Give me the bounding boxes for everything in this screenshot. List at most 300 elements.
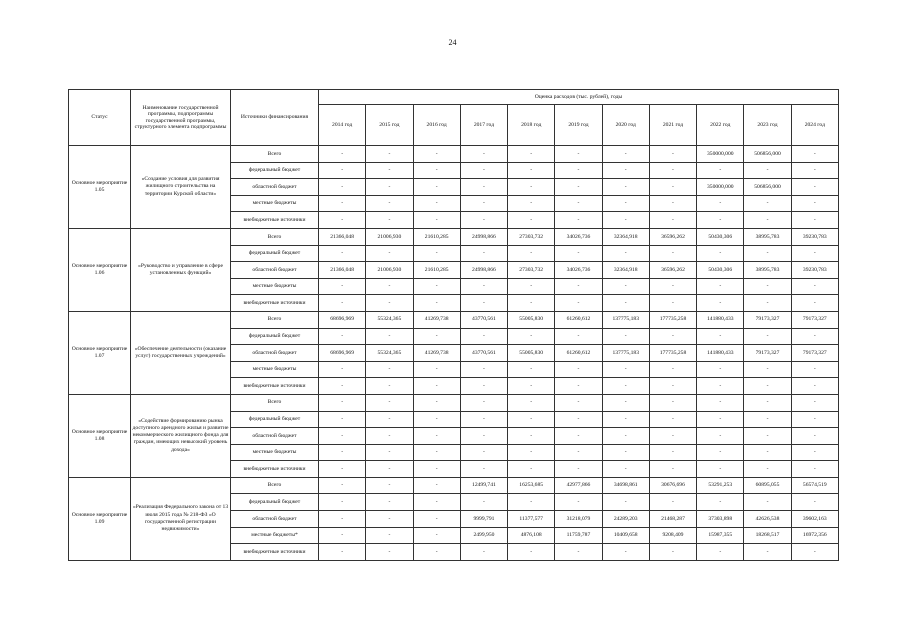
amount-cell: 21366,048 xyxy=(319,228,366,245)
amount-cell: - xyxy=(319,394,366,411)
amount-cell: - xyxy=(319,179,366,196)
amount-cell: - xyxy=(649,179,696,196)
amount-cell: - xyxy=(555,428,602,445)
amount-cell: - xyxy=(319,444,366,461)
amount-cell: 350000,000 xyxy=(697,179,744,196)
header-year: 2022 год xyxy=(697,105,744,146)
amount-cell: 350000,000 xyxy=(697,146,744,163)
amount-cell: 38995,783 xyxy=(744,262,791,279)
amount-cell: - xyxy=(744,328,791,345)
amount-cell: - xyxy=(366,162,413,179)
measure-name-cell: «Содействие формированию рынка доступного арендного жилья и развитие некоммерческого жилищного фонда для граждан, имеющих невысокий уровень дохода» xyxy=(131,394,231,477)
amount-cell: - xyxy=(697,461,744,478)
amount-cell: - xyxy=(744,278,791,295)
amount-cell: - xyxy=(508,444,555,461)
amount-cell: - xyxy=(366,212,413,229)
amount-cell: - xyxy=(791,328,838,345)
funding-source-cell: федеральный бюджет xyxy=(231,245,319,262)
amount-cell: - xyxy=(319,278,366,295)
status-cell: Основное мероприятие 1.09 xyxy=(69,477,131,560)
amount-cell: 32364,918 xyxy=(602,228,649,245)
amount-cell: 141880,433 xyxy=(697,311,744,328)
amount-cell: - xyxy=(555,494,602,511)
amount-cell: - xyxy=(319,328,366,345)
amount-cell: - xyxy=(319,494,366,511)
amount-cell: - xyxy=(460,411,507,428)
header-year: 2014 год xyxy=(319,105,366,146)
amount-cell: - xyxy=(555,444,602,461)
amount-cell: - xyxy=(602,378,649,395)
amount-cell: 21610,285 xyxy=(413,262,460,279)
amount-cell: - xyxy=(366,146,413,163)
amount-cell: - xyxy=(697,494,744,511)
amount-cell: - xyxy=(602,544,649,561)
amount-cell: - xyxy=(791,179,838,196)
amount-cell: - xyxy=(697,162,744,179)
amount-cell: - xyxy=(555,245,602,262)
amount-cell: - xyxy=(460,544,507,561)
amount-cell: 18268,517 xyxy=(744,527,791,544)
amount-cell: - xyxy=(366,179,413,196)
amount-cell: 68696,969 xyxy=(319,311,366,328)
amount-cell: - xyxy=(602,295,649,312)
amount-cell: - xyxy=(555,361,602,378)
funding-source-cell: внебюджетные источники xyxy=(231,378,319,395)
amount-cell: - xyxy=(413,245,460,262)
amount-cell: - xyxy=(602,428,649,445)
amount-cell: - xyxy=(649,461,696,478)
amount-cell: - xyxy=(744,444,791,461)
amount-cell: - xyxy=(319,361,366,378)
amount-cell: - xyxy=(508,195,555,212)
funding-source-cell: федеральный бюджет xyxy=(231,162,319,179)
amount-cell: - xyxy=(697,428,744,445)
amount-cell: - xyxy=(366,477,413,494)
amount-cell: - xyxy=(460,245,507,262)
amount-cell: - xyxy=(697,212,744,229)
amount-cell: 24289,203 xyxy=(602,511,649,528)
amount-cell: - xyxy=(555,146,602,163)
amount-cell: - xyxy=(460,146,507,163)
amount-cell: 21006,930 xyxy=(366,228,413,245)
funding-source-cell: местные бюджеты xyxy=(231,444,319,461)
amount-cell: - xyxy=(319,212,366,229)
amount-cell: - xyxy=(413,394,460,411)
funding-source-cell: областной бюджет xyxy=(231,262,319,279)
amount-cell: - xyxy=(555,162,602,179)
amount-cell: - xyxy=(744,394,791,411)
amount-cell: 39230,783 xyxy=(791,228,838,245)
header-year: 2016 год xyxy=(413,105,460,146)
measure-name-cell: «Создание условия для развития жилищного строительства на территории Курской области» xyxy=(131,146,231,229)
amount-cell: - xyxy=(744,411,791,428)
amount-cell: - xyxy=(555,295,602,312)
amount-cell: - xyxy=(791,195,838,212)
amount-cell: - xyxy=(791,461,838,478)
header-year: 2023 год xyxy=(744,105,791,146)
amount-cell: - xyxy=(508,494,555,511)
amount-cell: - xyxy=(791,444,838,461)
amount-cell: - xyxy=(555,411,602,428)
amount-cell: - xyxy=(366,378,413,395)
amount-cell: - xyxy=(791,411,838,428)
amount-cell: - xyxy=(366,444,413,461)
amount-cell: 39602,163 xyxy=(791,511,838,528)
amount-cell: - xyxy=(744,245,791,262)
status-cell: Основное мероприятие 1.06 xyxy=(69,228,131,311)
table-row xyxy=(69,311,839,328)
amount-cell: - xyxy=(366,278,413,295)
amount-cell: - xyxy=(366,328,413,345)
amount-cell: - xyxy=(319,411,366,428)
amount-cell: - xyxy=(555,378,602,395)
header-year: 2019 год xyxy=(555,105,602,146)
amount-cell: - xyxy=(508,361,555,378)
amount-cell: 16253,685 xyxy=(508,477,555,494)
amount-cell: 21006,930 xyxy=(366,262,413,279)
amount-cell: - xyxy=(319,527,366,544)
funding-source-cell: Всего xyxy=(231,477,319,494)
amount-cell: - xyxy=(460,328,507,345)
amount-cell: - xyxy=(697,328,744,345)
amount-cell: - xyxy=(602,212,649,229)
amount-cell: 55005,830 xyxy=(508,311,555,328)
amount-cell: 42626,538 xyxy=(744,511,791,528)
amount-cell: - xyxy=(460,361,507,378)
amount-cell: - xyxy=(319,245,366,262)
amount-cell: 137775,183 xyxy=(602,311,649,328)
amount-cell: - xyxy=(366,394,413,411)
amount-cell: - xyxy=(366,544,413,561)
amount-cell: - xyxy=(319,428,366,445)
amount-cell: - xyxy=(555,328,602,345)
amount-cell: - xyxy=(413,278,460,295)
amount-cell: 79173,327 xyxy=(791,345,838,362)
amount-cell: - xyxy=(460,295,507,312)
amount-cell: - xyxy=(744,162,791,179)
amount-cell: - xyxy=(649,328,696,345)
amount-cell: 55324,365 xyxy=(366,311,413,328)
amount-cell: 24998,866 xyxy=(460,262,507,279)
funding-source-cell: местные бюджеты xyxy=(231,195,319,212)
funding-source-cell: федеральный бюджет xyxy=(231,328,319,345)
amount-cell: 79173,327 xyxy=(744,311,791,328)
amount-cell: 53291,253 xyxy=(697,477,744,494)
amount-cell: 61260,612 xyxy=(555,311,602,328)
amount-cell: 21610,285 xyxy=(413,228,460,245)
header-year: 2024 год xyxy=(791,105,838,146)
amount-cell: - xyxy=(697,378,744,395)
amount-cell: - xyxy=(508,544,555,561)
header-year: 2021 год xyxy=(649,105,696,146)
amount-cell: - xyxy=(649,361,696,378)
amount-cell: 177735,258 xyxy=(649,345,696,362)
header-year: 2017 год xyxy=(460,105,507,146)
amount-cell: - xyxy=(791,428,838,445)
measure-name-cell: «Обеспечение деятельности (оказание услуг) государственных учреждений» xyxy=(131,311,231,394)
header-source: Источники финансирования xyxy=(231,90,319,146)
amount-cell: - xyxy=(413,361,460,378)
amount-cell: - xyxy=(366,295,413,312)
amount-cell: 34698,861 xyxy=(602,477,649,494)
status-cell: Основное мероприятие 1.07 xyxy=(69,311,131,394)
funding-source-cell: областной бюджет xyxy=(231,428,319,445)
amount-cell: - xyxy=(791,245,838,262)
amount-cell: - xyxy=(555,278,602,295)
amount-cell: - xyxy=(697,394,744,411)
header-estimate: Оценка расходов (тыс. рублей), годы xyxy=(319,90,839,105)
amount-cell: - xyxy=(602,146,649,163)
funding-source-cell: внебюджетные источники xyxy=(231,295,319,312)
amount-cell: - xyxy=(319,378,366,395)
amount-cell: - xyxy=(413,378,460,395)
funding-source-cell: Всего xyxy=(231,228,319,245)
amount-cell: - xyxy=(460,444,507,461)
amount-cell: - xyxy=(697,544,744,561)
amount-cell: - xyxy=(555,461,602,478)
amount-cell: - xyxy=(791,278,838,295)
amount-cell: - xyxy=(744,544,791,561)
amount-cell: - xyxy=(791,162,838,179)
amount-cell: 10409,658 xyxy=(602,527,649,544)
amount-cell: - xyxy=(508,428,555,445)
amount-cell: - xyxy=(744,295,791,312)
amount-cell: 55005,830 xyxy=(508,345,555,362)
amount-cell: - xyxy=(366,411,413,428)
amount-cell: - xyxy=(413,195,460,212)
amount-cell: - xyxy=(508,411,555,428)
header-status: Статус xyxy=(69,90,131,146)
amount-cell: - xyxy=(319,461,366,478)
amount-cell: 12499,741 xyxy=(460,477,507,494)
amount-cell: 11759,787 xyxy=(555,527,602,544)
funding-source-cell: Всего xyxy=(231,311,319,328)
amount-cell: - xyxy=(649,544,696,561)
amount-cell: - xyxy=(413,527,460,544)
amount-cell: - xyxy=(319,295,366,312)
amount-cell: - xyxy=(649,394,696,411)
amount-cell: - xyxy=(508,461,555,478)
amount-cell: - xyxy=(366,511,413,528)
amount-cell: - xyxy=(508,179,555,196)
amount-cell: - xyxy=(791,544,838,561)
funding-source-cell: внебюджетные источники xyxy=(231,544,319,561)
amount-cell: - xyxy=(366,245,413,262)
amount-cell: 39230,783 xyxy=(791,262,838,279)
amount-cell: 31218,079 xyxy=(555,511,602,528)
header-year: 2015 год xyxy=(366,105,413,146)
amount-cell: - xyxy=(697,361,744,378)
amount-cell: - xyxy=(697,295,744,312)
table-row xyxy=(69,228,839,245)
funding-source-cell: внебюджетные источники xyxy=(231,461,319,478)
amount-cell: - xyxy=(744,428,791,445)
amount-cell: 27303,732 xyxy=(508,228,555,245)
amount-cell: - xyxy=(555,394,602,411)
amount-cell: - xyxy=(791,295,838,312)
funding-source-cell: федеральный бюджет xyxy=(231,494,319,511)
funding-source-cell: областной бюджет xyxy=(231,179,319,196)
funding-source-cell: федеральный бюджет xyxy=(231,411,319,428)
amount-cell: 79173,327 xyxy=(791,311,838,328)
amount-cell: 2499,950 xyxy=(460,527,507,544)
amount-cell: - xyxy=(555,212,602,229)
funding-source-cell: внебюджетные источники xyxy=(231,212,319,229)
amount-cell: - xyxy=(460,461,507,478)
amount-cell: - xyxy=(602,195,649,212)
amount-cell: 15987,355 xyxy=(697,527,744,544)
amount-cell: - xyxy=(319,146,366,163)
amount-cell: 9999,791 xyxy=(460,511,507,528)
amount-cell: - xyxy=(413,494,460,511)
amount-cell: 61260,612 xyxy=(555,345,602,362)
status-cell: Основное мероприятие 1.05 xyxy=(69,146,131,229)
amount-cell: 137775,183 xyxy=(602,345,649,362)
amount-cell: 36596,262 xyxy=(649,228,696,245)
amount-cell: - xyxy=(697,411,744,428)
amount-cell: - xyxy=(508,212,555,229)
amount-cell: - xyxy=(319,477,366,494)
amount-cell: 21468,287 xyxy=(649,511,696,528)
amount-cell: - xyxy=(697,444,744,461)
amount-cell: - xyxy=(319,195,366,212)
amount-cell: - xyxy=(791,494,838,511)
amount-cell: - xyxy=(508,295,555,312)
amount-cell: - xyxy=(649,378,696,395)
amount-cell: - xyxy=(744,494,791,511)
amount-cell: 4876,108 xyxy=(508,527,555,544)
amount-cell: - xyxy=(460,428,507,445)
table-row xyxy=(69,394,839,411)
funding-source-cell: Всего xyxy=(231,146,319,163)
amount-cell: - xyxy=(460,179,507,196)
amount-cell: - xyxy=(413,411,460,428)
amount-cell: - xyxy=(413,428,460,445)
amount-cell: 41269,738 xyxy=(413,345,460,362)
amount-cell: - xyxy=(413,162,460,179)
amount-cell: - xyxy=(413,544,460,561)
funding-source-cell: областной бюджет xyxy=(231,345,319,362)
amount-cell: - xyxy=(508,394,555,411)
amount-cell: 55324,365 xyxy=(366,345,413,362)
funding-source-cell: Всего xyxy=(231,394,319,411)
header-year: 2020 год xyxy=(602,105,649,146)
amount-cell: - xyxy=(649,195,696,212)
amount-cell: - xyxy=(649,444,696,461)
amount-cell: 41269,738 xyxy=(413,311,460,328)
amount-cell: - xyxy=(366,195,413,212)
amount-cell: - xyxy=(413,212,460,229)
amount-cell: - xyxy=(555,544,602,561)
amount-cell: 16972,356 xyxy=(791,527,838,544)
amount-cell: - xyxy=(791,212,838,229)
amount-cell: - xyxy=(649,212,696,229)
amount-cell: 50430,306 xyxy=(697,262,744,279)
amount-cell: - xyxy=(460,278,507,295)
amount-cell: - xyxy=(460,494,507,511)
amount-cell: 506856,000 xyxy=(744,179,791,196)
amount-cell: - xyxy=(791,361,838,378)
status-cell: Основное мероприятие 1.08 xyxy=(69,394,131,477)
amount-cell: - xyxy=(649,278,696,295)
amount-cell: 11377,577 xyxy=(508,511,555,528)
amount-cell: - xyxy=(460,195,507,212)
amount-cell: 68696,969 xyxy=(319,345,366,362)
amount-cell: - xyxy=(602,394,649,411)
amount-cell: - xyxy=(413,461,460,478)
amount-cell: - xyxy=(697,278,744,295)
amount-cell: - xyxy=(555,179,602,196)
amount-cell: - xyxy=(508,378,555,395)
table-row xyxy=(69,477,839,494)
amount-cell: - xyxy=(366,527,413,544)
amount-cell: - xyxy=(602,494,649,511)
amount-cell: - xyxy=(319,544,366,561)
amount-cell: 27303,732 xyxy=(508,262,555,279)
amount-cell: - xyxy=(366,361,413,378)
amount-cell: - xyxy=(791,146,838,163)
amount-cell: 43770,561 xyxy=(460,345,507,362)
funding-source-cell: областной бюджет xyxy=(231,511,319,528)
amount-cell: 30676,696 xyxy=(649,477,696,494)
header-year: 2018 год xyxy=(508,105,555,146)
amount-cell: - xyxy=(602,245,649,262)
amount-cell: 60895,055 xyxy=(744,477,791,494)
amount-cell: - xyxy=(508,328,555,345)
amount-cell: 36596,262 xyxy=(649,262,696,279)
amount-cell: - xyxy=(413,511,460,528)
amount-cell: 34026,736 xyxy=(555,262,602,279)
amount-cell: 141880,433 xyxy=(697,345,744,362)
amount-cell: - xyxy=(744,461,791,478)
amount-cell: - xyxy=(413,146,460,163)
amount-cell: - xyxy=(602,461,649,478)
amount-cell: - xyxy=(460,162,507,179)
funding-source-cell: местные бюджеты xyxy=(231,361,319,378)
amount-cell: - xyxy=(413,477,460,494)
amount-cell: - xyxy=(649,494,696,511)
amount-cell: - xyxy=(460,394,507,411)
expenditure-table xyxy=(68,89,839,561)
amount-cell: - xyxy=(791,378,838,395)
amount-cell: - xyxy=(508,245,555,262)
amount-cell: - xyxy=(602,361,649,378)
amount-cell: 32364,918 xyxy=(602,262,649,279)
amount-cell: - xyxy=(602,179,649,196)
amount-cell: 37303,898 xyxy=(697,511,744,528)
amount-cell: - xyxy=(744,212,791,229)
amount-cell: - xyxy=(697,245,744,262)
amount-cell: - xyxy=(744,361,791,378)
amount-cell: - xyxy=(413,179,460,196)
amount-cell: - xyxy=(366,494,413,511)
amount-cell: - xyxy=(602,411,649,428)
amount-cell: - xyxy=(697,195,744,212)
amount-cell: 50430,306 xyxy=(697,228,744,245)
amount-cell: 56574,519 xyxy=(791,477,838,494)
amount-cell: - xyxy=(366,428,413,445)
amount-cell: - xyxy=(602,328,649,345)
amount-cell: 24998,866 xyxy=(460,228,507,245)
funding-source-cell: местные бюджеты* xyxy=(231,527,319,544)
amount-cell: - xyxy=(366,461,413,478)
amount-cell: 21366,048 xyxy=(319,262,366,279)
header-name: Наименование государственной программы, подпрограммы государственной программы, структурного элемента подпрограммы xyxy=(131,90,231,146)
amount-cell: 38995,783 xyxy=(744,228,791,245)
amount-cell: 79173,327 xyxy=(744,345,791,362)
amount-cell: - xyxy=(602,162,649,179)
amount-cell: - xyxy=(319,162,366,179)
